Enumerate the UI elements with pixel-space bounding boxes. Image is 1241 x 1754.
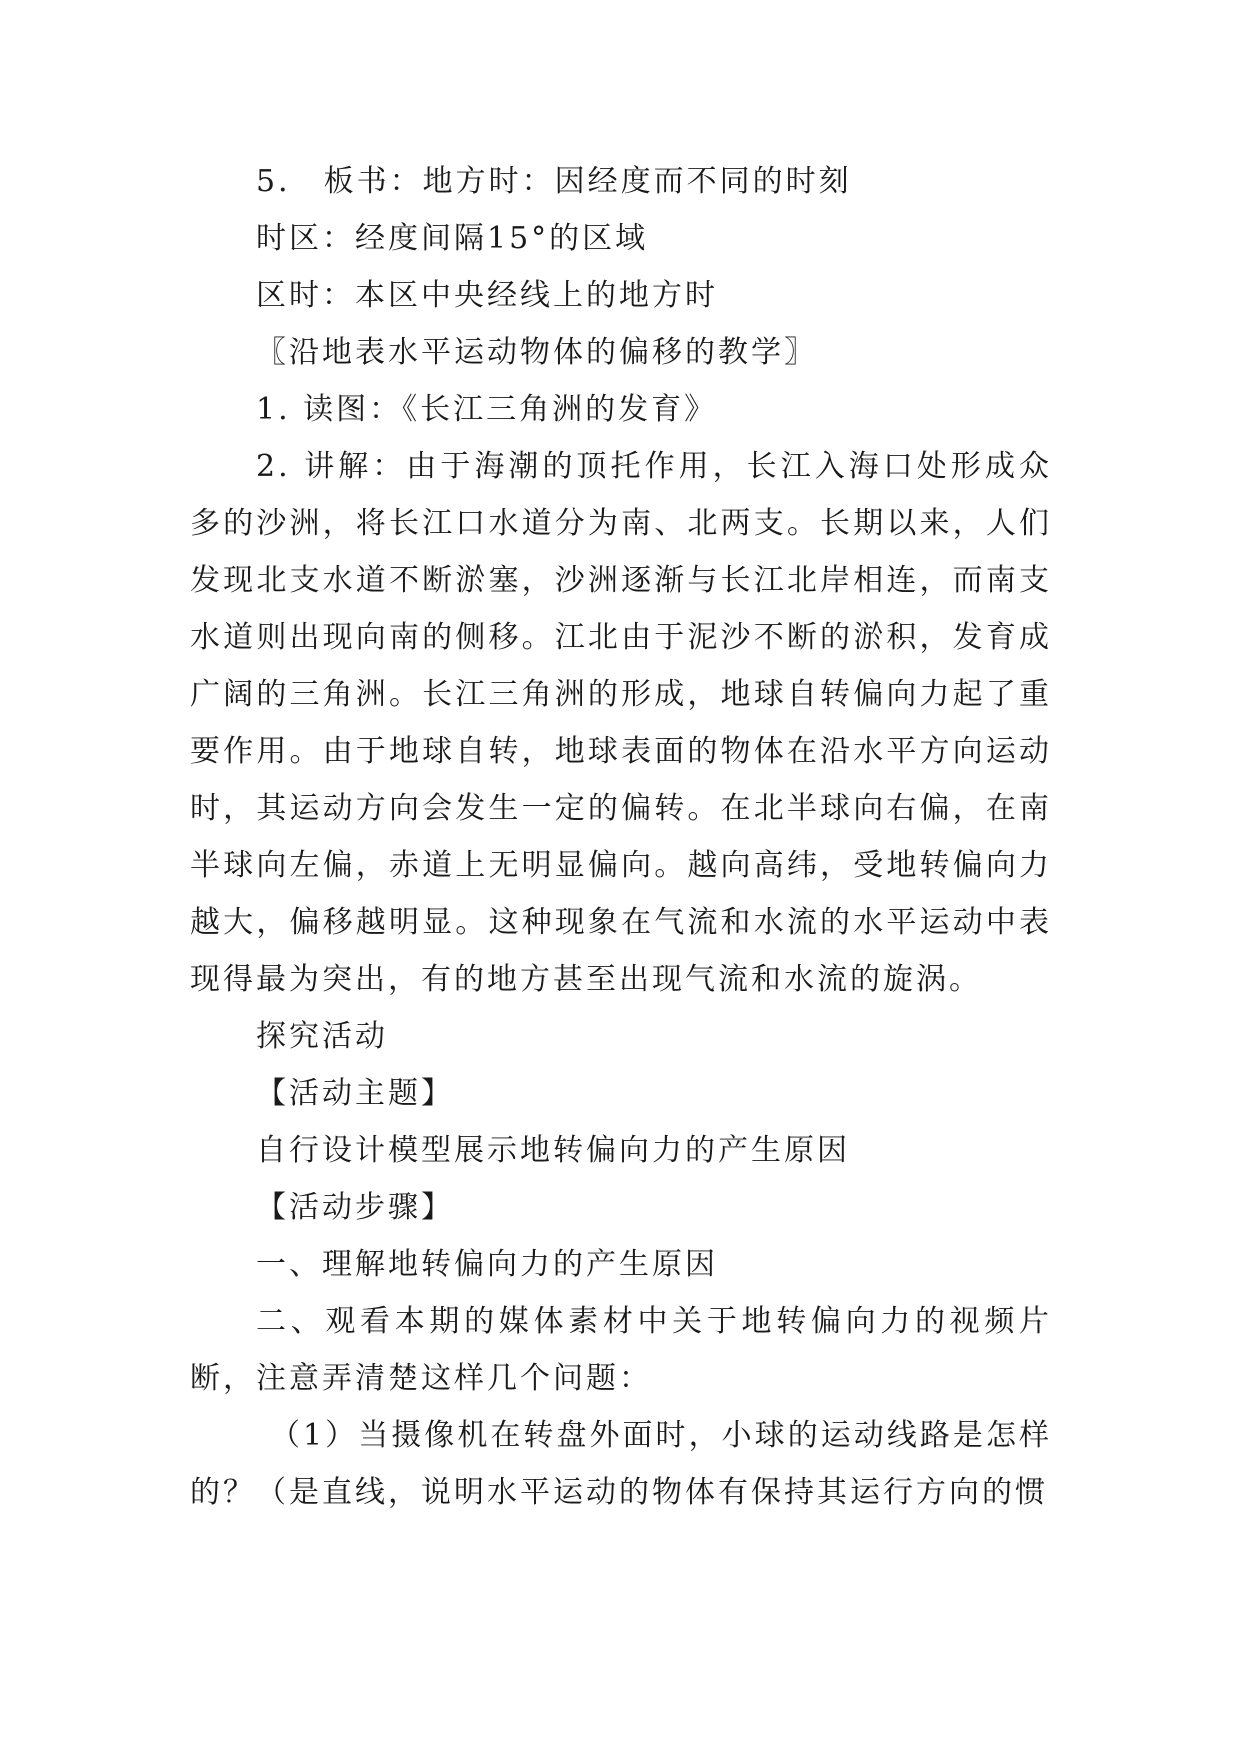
step-explanation: 2. 讲解：由于海潮的顶托作用，长江入海口处形成众多的沙洲，将长江口水道分为南、北两支。长期以来，人们发现北支水道不断淤塞，沙洲逐渐与长江北岸相连，而南支水道则出现向南的侧移。江北由于泥沙不断的淤积，发育成广阔的三角洲。长江三角洲的形成，地球自转偏向力起了重要作用。由于地球自转，地球表面的物体在沿水平方向运动时，其运动方向会发生一定的偏转。在北半球向右偏，在南半球向左偏，赤道上无明显偏向。越向高纬，受地转偏向力越大，偏移越明显。这种现象在气流和水流的水平运动中表现得最为突出，有的地方甚至出现气流和水流的旋涡。 (190, 449, 1052, 997)
activity-step-one: 一、理解地转偏向力的产生原因 (256, 1247, 718, 1282)
activity-steps-label: 【活动步骤】 (256, 1190, 454, 1225)
board-notes-local-time: 5． 板书：地方时：因经度而不同的时刻 (256, 164, 852, 199)
document-body (190, 153, 1052, 1521)
inquiry-activity-heading: 探究活动 (256, 1019, 388, 1054)
activity-theme-text: 自行设计模型展示地转偏向力的产生原因 (256, 1133, 850, 1168)
step-read-map: 1. 读图：《长江三角洲的发育》 (256, 392, 718, 427)
board-notes-time-zone: 时区：经度间隔15°的区域 (256, 221, 649, 256)
activity-step-two: 二、观看本期的媒体素材中关于地转偏向力的视频片断，注意弄清楚这样几个问题： (190, 1304, 1052, 1396)
question-one: （1）当摄像机在转盘外面时，小球的运动线路是怎样的？（是直线，说明水平运动的物体有保持其运行方向的惯 (190, 1418, 1052, 1510)
activity-theme-label: 【活动主题】 (256, 1076, 454, 1111)
board-notes-zone-time: 区时：本区中央经线上的地方时 (256, 278, 718, 313)
section-heading-deflection: 〖沿地表水平运动物体的偏移的教学〗 (256, 335, 817, 370)
